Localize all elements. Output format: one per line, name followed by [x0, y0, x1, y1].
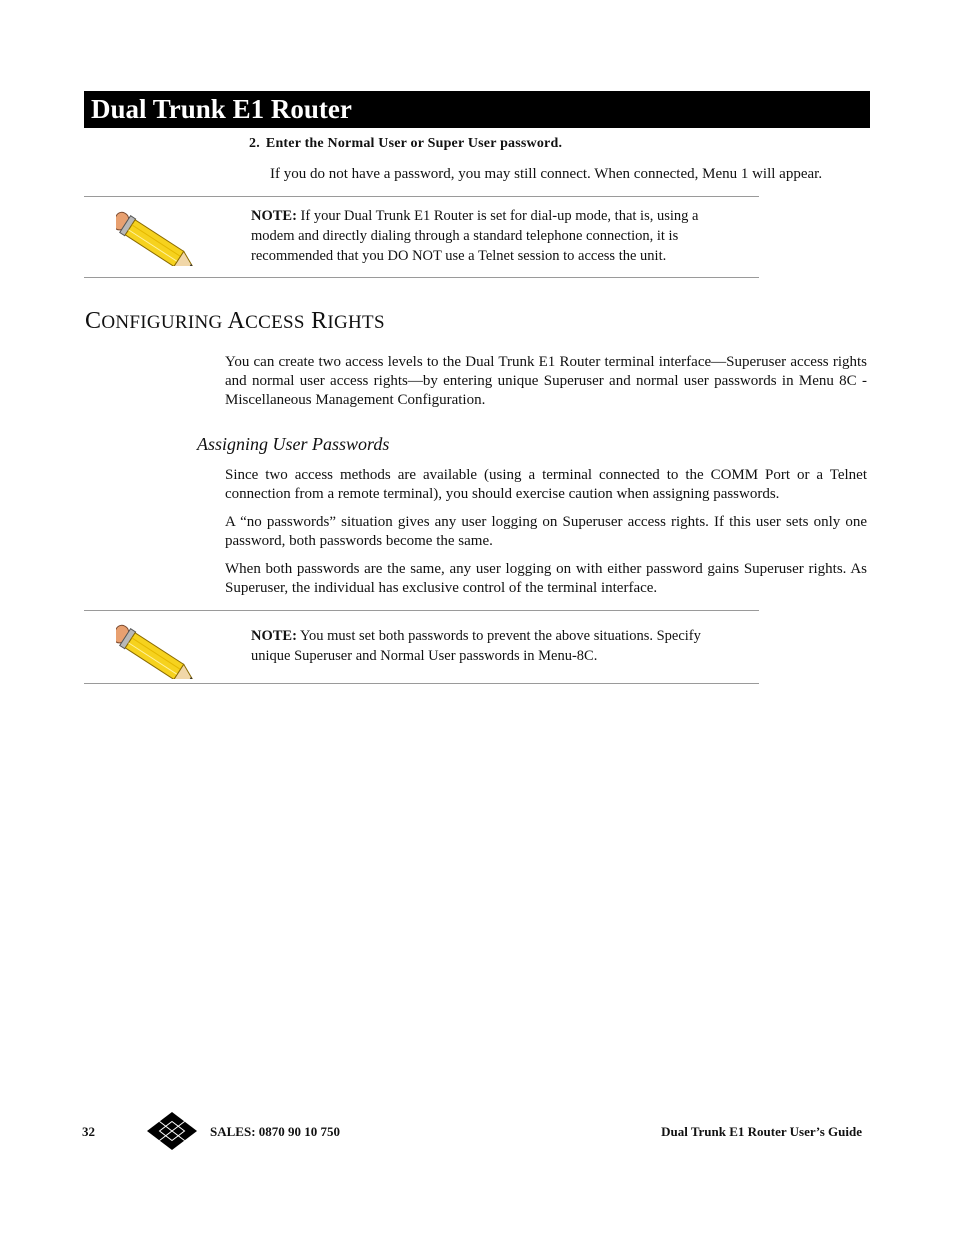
section-title — [85, 308, 385, 335]
section-intro: You can create two access levels to the Dual Trunk E1 Router terminal interface—Superuser access rights and normal user access rights—by entering unique Superuser and normal user passwords in Menu 8C - Miscellaneous Management Configuration. — [225, 354, 867, 408]
title-initial: R — [311, 308, 328, 334]
note-divider-top — [84, 196, 759, 197]
note-line: modem and directly dialing through a standard telephone connection, it is — [251, 228, 679, 244]
step-heading — [249, 136, 562, 152]
note-line: recommended that you DO NOT use a Telnet session to access the unit. — [251, 248, 667, 264]
note-label: NOTE: — [251, 628, 297, 644]
page-number: 32 — [82, 1124, 95, 1139]
diamond-logo-icon — [147, 1112, 197, 1150]
paragraph: When both passwords are the same, any user logging on with either password gains Superuser rights. As Superuser, the individual has exclusive control of the terminal interface. — [225, 561, 867, 596]
pencil-icon — [116, 617, 204, 679]
title-rest: CCESS — [245, 312, 305, 333]
paragraph: A “no passwords” situation gives any user logging on Superuser access rights. If this user sets only one password, both passwords become the same. — [225, 514, 867, 549]
footer-sales: SALES: 0870 90 10 750 — [210, 1124, 341, 1139]
note-label: NOTE: — [251, 208, 297, 224]
step-number: 2. — [249, 136, 260, 151]
title-initial: C — [85, 308, 102, 334]
title-rest: ONFIGURING — [101, 312, 223, 333]
page-header-title: Dual Trunk E1 Router — [91, 94, 352, 124]
paragraph: Since two access methods are available (using a terminal connected to the COMM Port or a Telnet connection from a remote terminal), you should exercise caution when assigning passwords. — [225, 467, 867, 502]
note-divider-top — [84, 610, 759, 611]
note-divider-bottom — [84, 277, 759, 278]
footer-guide-title: Dual Trunk E1 Router User’s Guide — [661, 1124, 862, 1139]
note-text — [251, 206, 751, 266]
title-initial: A — [227, 308, 246, 334]
step-heading-text: Enter the Normal User or Super User password. — [265, 136, 563, 151]
note-line: You must set both passwords to prevent the above situations. Specify — [296, 628, 701, 644]
note-divider-bottom — [84, 683, 759, 684]
note-text — [251, 626, 751, 666]
title-rest: IGHTS — [327, 312, 385, 333]
note-line: unique Superuser and Normal User passwords in Menu-8C. — [251, 648, 598, 664]
page-header — [84, 91, 870, 128]
subsection-title: Assigning User Passwords — [197, 434, 390, 454]
pencil-icon — [116, 204, 204, 266]
step-body: If you do not have a password, you may still connect. When connected, Menu 1 will appear. — [270, 166, 823, 182]
note-line: If your Dual Trunk E1 Router is set for dial-up mode, that is, using a — [296, 208, 699, 224]
